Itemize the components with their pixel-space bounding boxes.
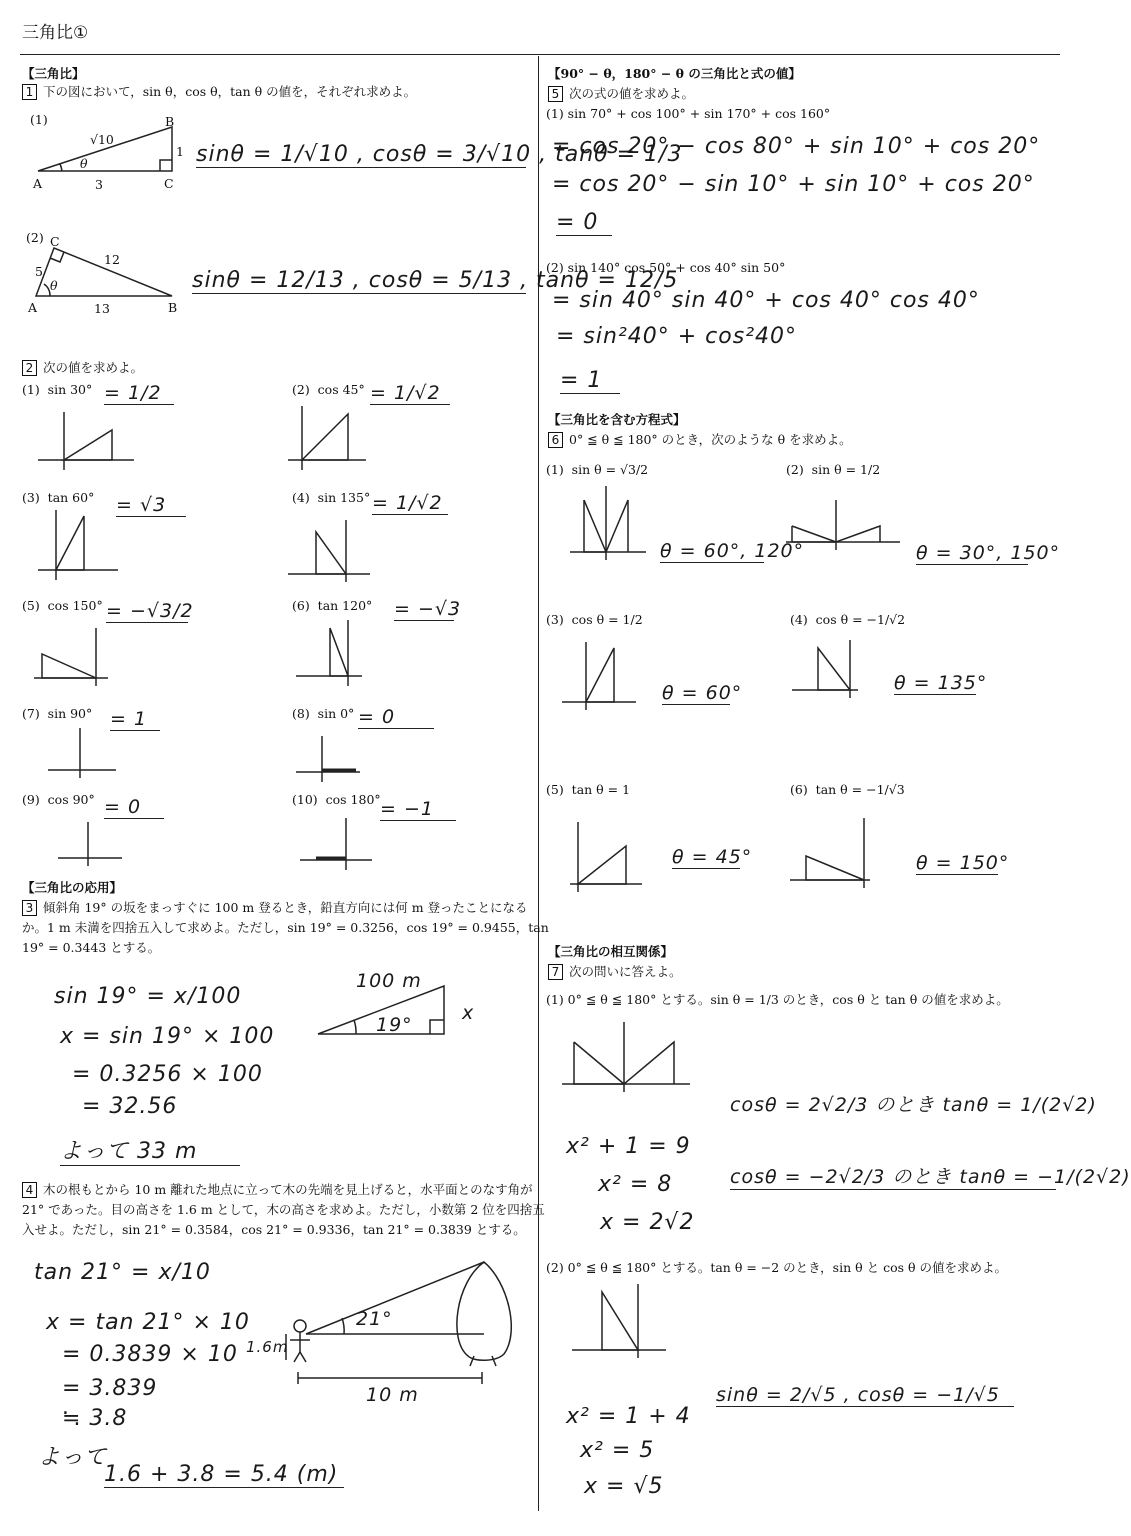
q6-text: 0° ≦ θ ≦ 180° のとき，次のような θ を求めよ。 xyxy=(569,432,852,447)
q3-answer: よって 33 m xyxy=(60,1134,240,1166)
section-heading-trig: 【三角比】 xyxy=(22,66,85,81)
q4-number: 4 xyxy=(22,1182,37,1198)
q2-3-answer: = √3 xyxy=(116,494,186,517)
q6-6-item: (6) tan θ = −1/√3 xyxy=(790,782,905,797)
q7-1-work-1: x² + 1 = 9 xyxy=(566,1134,691,1159)
q4-work-3: = 0.3839 × 10 xyxy=(62,1342,238,1367)
q6-2-answer: θ = 30°, 150° xyxy=(916,542,1061,564)
q2-number: 2 xyxy=(22,360,37,376)
q3-work-4: = 32.56 xyxy=(82,1094,178,1119)
q7-1-work-2: x² = 8 xyxy=(598,1172,673,1197)
q4-fig-eye-height: 1.6m xyxy=(246,1338,289,1356)
q7-1-answer-1: cosθ = 2√2/3 のとき tanθ = 1/(2√2) xyxy=(730,1094,1097,1116)
q2-10-answer: = −1 xyxy=(380,798,456,821)
q5-text: 次の式の値を求めよ。 xyxy=(569,86,695,101)
q6-number: 6 xyxy=(548,432,563,448)
q2-2-answer: = 1/√2 xyxy=(370,382,450,405)
q1-2-theta: θ xyxy=(50,278,58,293)
q6-2-item: (2) sin θ = 1/2 xyxy=(786,462,881,477)
q3-work-2: x = sin 19° × 100 xyxy=(60,1024,275,1049)
q5-2-work-2: = sin²40° + cos²40° xyxy=(556,324,798,349)
q2-text: 次の値を求めよ。 xyxy=(43,360,144,375)
q6-statement xyxy=(548,430,852,450)
q2-8-answer: = 0 xyxy=(358,706,434,729)
q3-fig-side: x xyxy=(462,1002,475,1024)
q1-1-theta: θ xyxy=(80,156,88,171)
q7-statement xyxy=(548,962,682,982)
q1-2-side-c: 13 xyxy=(94,301,110,316)
q6-1-answer: θ = 60°, 120° xyxy=(660,540,805,562)
q7-1-work-3: x = 2√2 xyxy=(600,1210,695,1235)
q1-1-answer: sinθ = 1/√10 , cosθ = 3/√10 , tanθ = 1/3 xyxy=(196,142,683,167)
q6-4-answer: θ = 135° xyxy=(894,672,988,694)
q3-statement xyxy=(22,898,552,958)
q3-text: 傾斜角 19° の坂をまっすぐに 100 m 登るとき，鉛直方向には何 m 登ったことになるか。1 m 未満を四捨五入して求めよ。ただし，sin 19° = 0.3256，cos 19° = 0.9455，tan 19° = 0.3443 とする。 xyxy=(22,900,549,955)
q7-2-text: (2) 0° ≦ θ ≦ 180° とする。tan θ = −2 のとき，sin θ と cos θ の値を求めよ。 xyxy=(546,1260,1007,1275)
q3-work-1: sin 19° = x/100 xyxy=(54,984,242,1009)
title-rule xyxy=(20,54,1060,55)
q6-3-item: (3) cos θ = 1/2 xyxy=(546,612,643,627)
q1-1-label: (1) xyxy=(30,112,48,127)
q4-work-5: ≒ 3.8 xyxy=(62,1406,128,1431)
section-heading-equations: 【三角比を含む方程式】 xyxy=(548,412,686,427)
q2-6-item: (6) tan 120° xyxy=(292,598,373,613)
q6-1-item: (1) sin θ = √3/2 xyxy=(546,462,649,477)
q2-4-answer: = 1/√2 xyxy=(372,492,448,515)
q1-1-adj: 3 xyxy=(95,177,103,192)
q7-number: 7 xyxy=(548,964,563,980)
q2-5-answer: = −√3/2 xyxy=(106,600,194,622)
section-heading-complement: 【90° − θ，180° − θ の三角比と式の値】 xyxy=(548,66,801,81)
q7-2-work-2: x² = 5 xyxy=(580,1438,655,1463)
q4-answer: 1.6 + 3.8 = 5.4 (m) xyxy=(104,1462,344,1488)
q5-2-expression: (2) sin 140° cos 50° + cos 40° sin 50° xyxy=(546,260,786,275)
section-heading-application: 【三角比の応用】 xyxy=(22,880,123,895)
q1-statement xyxy=(22,82,416,102)
q2-3-item: (3) tan 60° xyxy=(22,490,95,505)
page-title: 三角比① xyxy=(22,23,89,43)
q1-text: 下の図において，sin θ，cos θ，tan θ の値を，それぞれ求めよ。 xyxy=(43,84,417,99)
q6-4-item: (4) cos θ = −1/√2 xyxy=(790,612,906,627)
q1-1-B: B xyxy=(165,114,175,129)
q7-text: 次の問いに答えよ。 xyxy=(569,964,682,979)
q2-10-item: (10) cos 180° xyxy=(292,792,381,807)
q5-1-work-1: = cos 20° − cos 80° + sin 10° + cos 20° xyxy=(552,134,1041,159)
q2-5-item: (5) cos 150° xyxy=(22,598,103,613)
q7-2-work-1: x² = 1 + 4 xyxy=(566,1404,691,1429)
q2-9-answer: = 0 xyxy=(104,796,164,819)
q1-1-C: C xyxy=(164,176,174,191)
q1-1-hyp: √10 xyxy=(90,132,114,147)
q7-1-answer-2: cosθ = −2√2/3 のとき tanθ = −1/(2√2) xyxy=(730,1162,1056,1190)
q4-work-2: x = tan 21° × 10 xyxy=(46,1310,250,1335)
q3-number: 3 xyxy=(22,900,37,916)
q1-2-answer: sinθ = 12/13 , cosθ = 5/13 , tanθ = 12/5 xyxy=(192,268,679,293)
q7-1-text: (1) 0° ≦ θ ≦ 180° とする。sin θ = 1/3 のとき，cos θ と tan θ の値を求めよ。 xyxy=(546,992,1009,1007)
q1-number: 1 xyxy=(22,84,37,100)
q1-2-A: A xyxy=(28,300,38,315)
q4-fig-distance: 10 m xyxy=(366,1384,419,1406)
q1-1-opp: 1 xyxy=(176,144,184,159)
q2-4-item: (4) sin 135° xyxy=(292,490,371,505)
q6-5-answer: θ = 45° xyxy=(672,846,753,868)
q1-1-A: A xyxy=(33,176,43,191)
q4-work-4: = 3.839 xyxy=(62,1376,158,1401)
q2-7-answer: = 1 xyxy=(110,708,160,731)
q1-2-side-b: 12 xyxy=(104,252,120,267)
q4-work-6: よって xyxy=(38,1445,108,1470)
q6-6-answer: θ = 150° xyxy=(916,852,1010,874)
q2-6-answer: = −√3 xyxy=(394,598,462,620)
q4-work-1: tan 21° = x/10 xyxy=(34,1260,211,1285)
q5-2-answer: = 1 xyxy=(560,368,620,394)
q2-statement xyxy=(22,358,143,378)
q6-5-item: (5) tan θ = 1 xyxy=(546,782,631,797)
q5-1-answer: = 0 xyxy=(556,210,612,236)
q4-fig-angle: 21° xyxy=(356,1308,393,1330)
q7-2-work-3: x = √5 xyxy=(584,1474,664,1499)
q7-2-answer: sinθ = 2/√5 , cosθ = −1/√5 xyxy=(716,1384,1014,1407)
q2-7-item: (7) sin 90° xyxy=(22,706,93,721)
q2-8-item: (8) sin 0° xyxy=(292,706,355,721)
q3-work-3: = 0.3256 × 100 xyxy=(72,1062,263,1087)
q2-9-item: (9) cos 90° xyxy=(22,792,95,807)
q4-text: 木の根もとから 10 m 離れた地点に立って木の先端を見上げると，水平面とのなす角が 21° であった。目の高さを 1.6 m として，木の高さを求めよ。ただし，小数第 2 位を四捨五入せよ。ただし，sin 21° = 0.3584，cos 21° = 0.9336，tan 21° = 0.3839 とする。 xyxy=(22,1182,545,1237)
q5-number: 5 xyxy=(548,86,563,102)
q1-2-side-a: 5 xyxy=(35,264,43,279)
q3-fig-angle: 19° xyxy=(376,1014,413,1036)
q2-1-answer: = 1/2 xyxy=(104,382,174,405)
q6-3-answer: θ = 60° xyxy=(662,682,743,704)
q5-1-work-2: = cos 20° − sin 10° + sin 10° + cos 20° xyxy=(552,172,1035,197)
q5-2-work-1: = sin 40° sin 40° + cos 40° cos 40° xyxy=(552,288,980,313)
q5-statement xyxy=(548,84,694,104)
section-heading-relations: 【三角比の相互関係】 xyxy=(548,944,674,959)
q7-2-sketch xyxy=(0,0,1,1)
q5-1-expression: (1) sin 70° + cos 100° + sin 170° + cos 160° xyxy=(546,106,831,121)
q1-2-label: (2) xyxy=(26,230,44,245)
q3-fig-hyp: 100 m xyxy=(356,970,422,992)
q1-2-B: B xyxy=(168,300,178,315)
q2-2-item: (2) cos 45° xyxy=(292,382,365,397)
q2-1-item: (1) sin 30° xyxy=(22,382,93,397)
q1-2-C: C xyxy=(50,234,60,249)
q4-statement xyxy=(22,1180,552,1240)
